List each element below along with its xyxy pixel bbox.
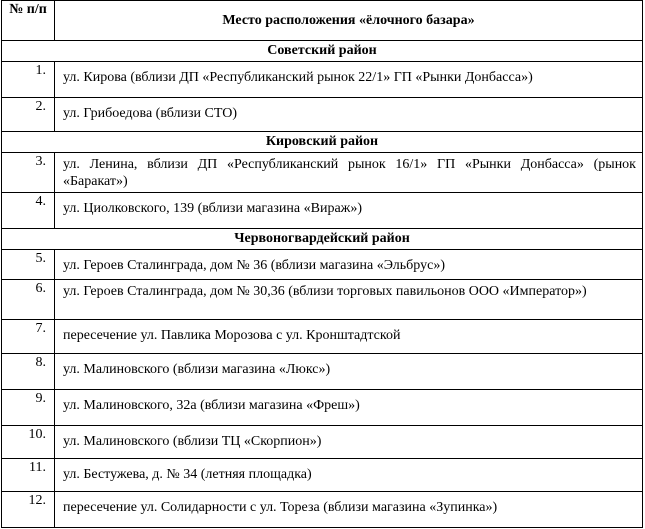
row-number: 5. bbox=[2, 250, 55, 280]
district-heading: Червоногвардейский район bbox=[2, 229, 643, 250]
table-row bbox=[2, 193, 643, 229]
district-heading: Советский район bbox=[2, 41, 643, 62]
row-number: 12. bbox=[2, 492, 55, 528]
district-heading: Кировский район bbox=[2, 132, 643, 153]
row-location: ул. Циолковского, 139 (вблизи магазина «Вираж») bbox=[55, 193, 643, 229]
table-row bbox=[2, 320, 643, 354]
row-location: ул. Грибоедова (вблизи СТО) bbox=[55, 98, 643, 132]
row-location: ул. Малиновского, 32а (вблизи магазина «Фреш») bbox=[55, 390, 643, 426]
row-number: 6. bbox=[2, 280, 55, 320]
row-location: ул. Героев Сталинграда, дом № 36 (вблизи магазина «Эльбрус») bbox=[55, 250, 643, 280]
table-row bbox=[2, 153, 643, 193]
row-location: ул. Бестужева, д. № 34 (летняя площадка) bbox=[55, 459, 643, 492]
row-location: ул. Малиновского (вблизи магазина «Люкс») bbox=[55, 354, 643, 390]
row-number: 4. bbox=[2, 193, 55, 229]
district-row bbox=[2, 132, 643, 153]
table-row bbox=[2, 250, 643, 280]
row-location: пересечение ул. Павлика Морозова с ул. Кронштадтской bbox=[55, 320, 643, 354]
district-row bbox=[2, 229, 643, 250]
table-row bbox=[2, 354, 643, 390]
table-row bbox=[2, 492, 643, 528]
row-location: ул. Героев Сталинграда, дом № 30,36 (вблизи торговых павильонов ООО «Император») bbox=[55, 280, 643, 320]
row-location: ул. Кирова (вблизи ДП «Республиканский рынок 22/1» ГП «Рынки Донбасса») bbox=[55, 62, 643, 98]
row-number: 1. bbox=[2, 62, 55, 98]
table-row bbox=[2, 98, 643, 132]
row-number: 11. bbox=[2, 459, 55, 492]
row-number: 7. bbox=[2, 320, 55, 354]
table-row bbox=[2, 62, 643, 98]
row-number: 2. bbox=[2, 98, 55, 132]
row-location: ул. Малиновского (вблизи ТЦ «Скорпион») bbox=[55, 426, 643, 459]
row-number: 9. bbox=[2, 390, 55, 426]
column-header-number: № п/п bbox=[2, 1, 55, 41]
row-location: ул. Ленина, вблизи ДП «Республиканский рынок 16/1» ГП «Рынки Донбасса» (рынок «Баракат») bbox=[55, 153, 643, 193]
table-row bbox=[2, 426, 643, 459]
table-header-row bbox=[2, 1, 643, 41]
table-row bbox=[2, 280, 643, 320]
table-row bbox=[2, 390, 643, 426]
district-row bbox=[2, 41, 643, 62]
row-number: 10. bbox=[2, 426, 55, 459]
row-location: пересечение ул. Солидарности с ул. Тореза (вблизи магазина «Зупинка») bbox=[55, 492, 643, 528]
table-row bbox=[2, 459, 643, 492]
bazaar-locations-table bbox=[1, 0, 643, 528]
row-number: 8. bbox=[2, 354, 55, 390]
column-header-location: Место расположения «ёлочного базара» bbox=[55, 1, 643, 41]
row-number: 3. bbox=[2, 153, 55, 193]
